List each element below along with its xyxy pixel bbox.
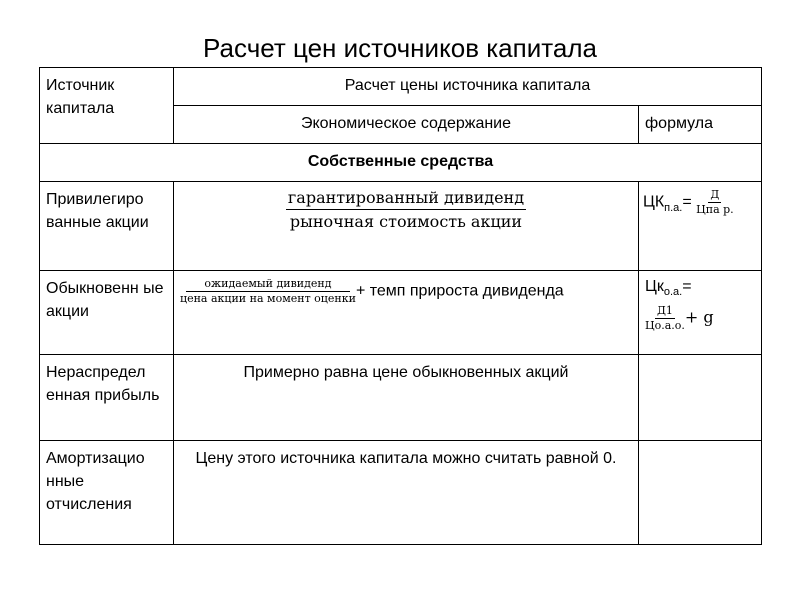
header-calc: Расчет цены источника капитала [174,68,762,106]
row-source-retained: Нераспредел енная прибыль [40,355,174,441]
formula-tail: + g [684,307,714,327]
formula-subscript: о.а. [663,286,683,299]
formula-denominator: Цо.а.о. [645,319,685,333]
row-econ-preferred [174,182,639,271]
header-econ: Экономическое содержание [174,106,639,144]
formula-numerator: Д1 [656,304,673,318]
formula-equals: = [682,193,692,211]
row-formula-common [639,271,762,355]
econ-numerator: гарантированный дивиденд [286,186,526,210]
row-source-depreciation: Амортизацио нные отчисления [40,441,174,545]
row-formula-depreciation [639,441,762,545]
econ-denominator: рыночная стоимость акции [289,212,523,231]
formula-equals: = [682,278,692,295]
row-formula-preferred [639,182,762,271]
row-econ-retained: Примерно равна цене обыкновенных акций [174,355,639,441]
econ-numerator: ожидаемый дивиденд [186,277,349,292]
formula-denominator: Цпа р. [696,203,734,216]
row-econ-common [174,271,639,355]
header-source: Источник капитала [40,68,174,144]
page-title: Расчет цен источников капитала [203,33,597,63]
row-econ-depreciation: Цену этого источника капитала можно считать равной 0. [174,441,639,545]
row-source-common: Обыкновенн ые акции [40,271,174,355]
formula-numerator: Д [710,188,720,201]
formula-prefix: Цк [645,278,664,295]
formula-prefix: ЦК [643,193,665,211]
header-formula: формула [639,106,762,144]
section-own-funds: Собственные средства [40,144,762,182]
econ-denominator: цена акции на момент оценки [180,292,356,305]
row-formula-retained [639,355,762,441]
row-source-preferred: Привилегиро ванные акции [40,182,174,271]
econ-tail: + темп прироста дивиденда [355,282,564,300]
capital-cost-table [39,67,762,545]
formula-subscript: п.а. [664,201,683,214]
